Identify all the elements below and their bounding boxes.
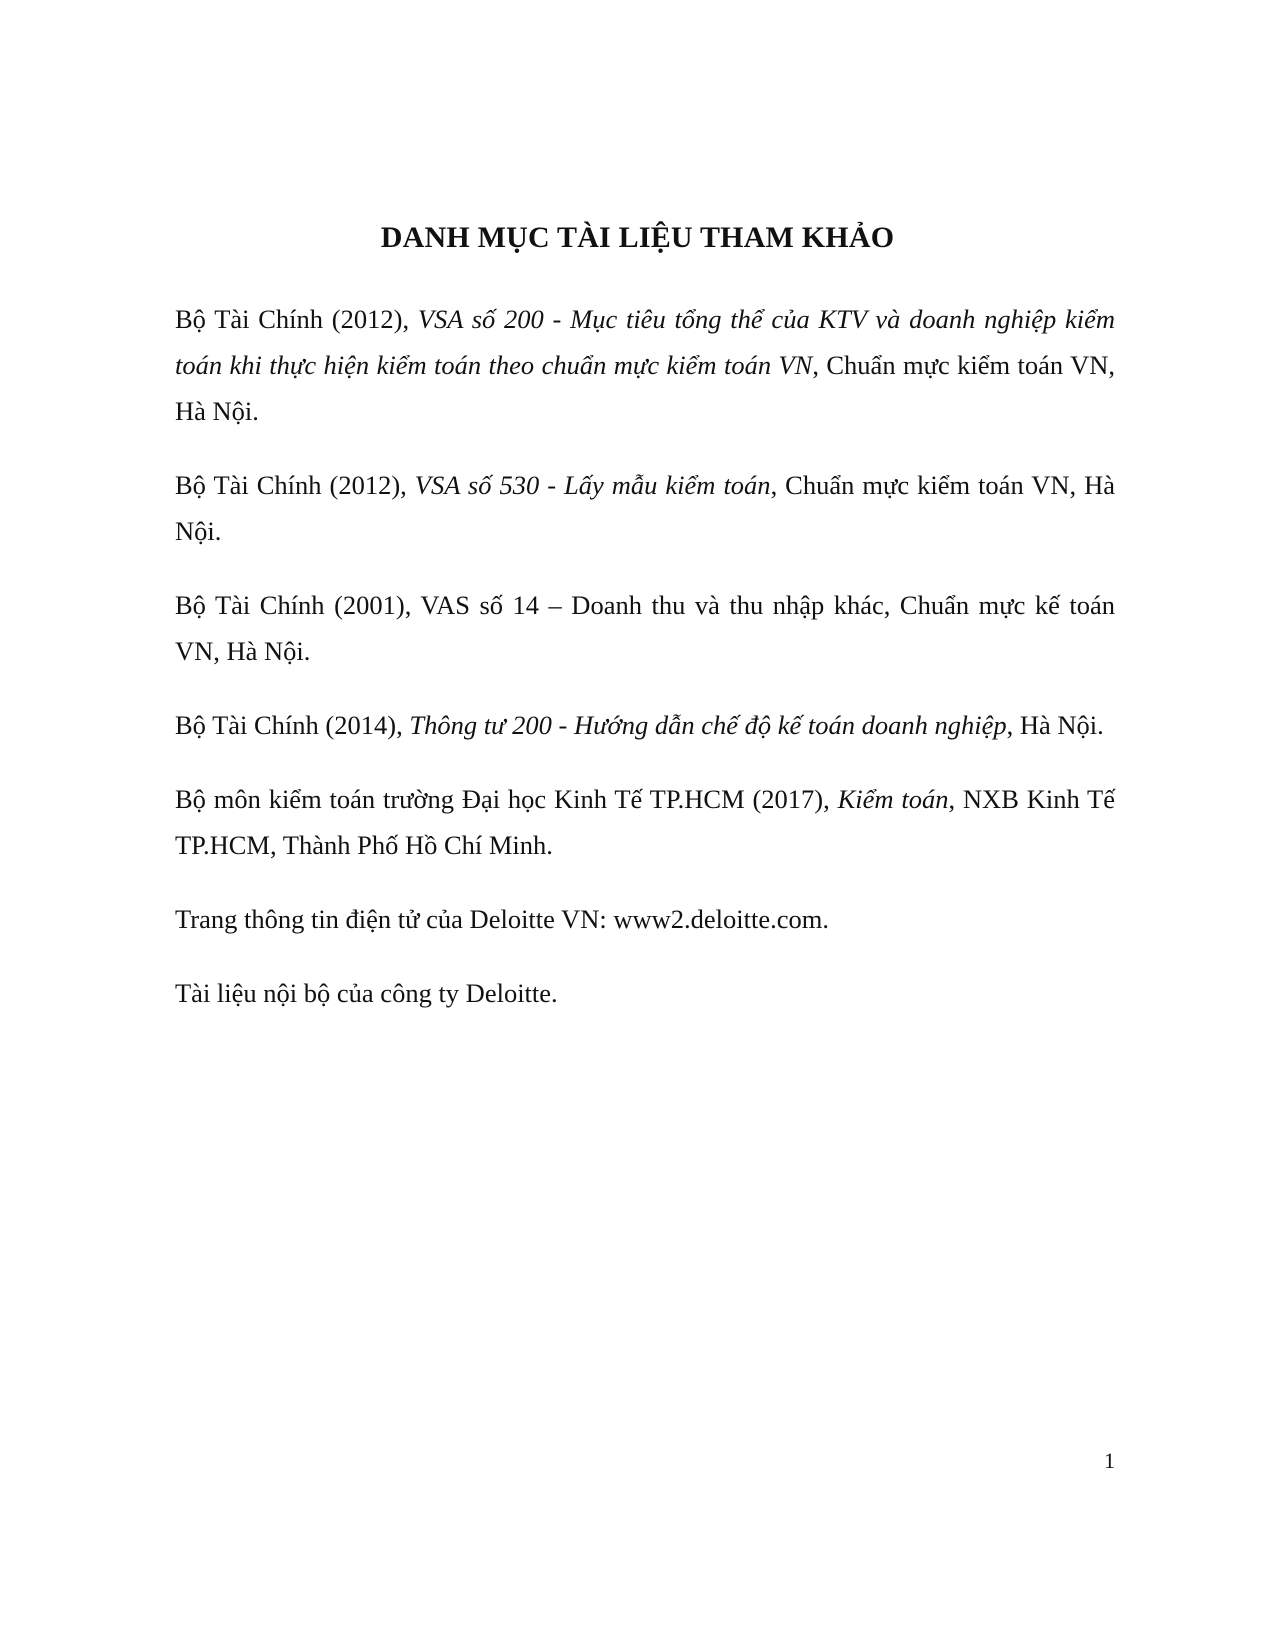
reference-item (175, 776, 1115, 868)
reference-text: Tài liệu nội bộ của công ty Deloitte. (175, 978, 558, 1008)
reference-item (175, 582, 1115, 674)
reference-item (175, 462, 1115, 554)
reference-item (175, 296, 1115, 434)
reference-text: Trang thông tin điện tử của Deloitte VN: www2.deloitte.com. (175, 904, 829, 934)
reference-title: VSA số 530 - Lấy mẫu kiểm toán (414, 470, 771, 500)
page-title: DANH MỤC TÀI LIỆU THAM KHẢO (380, 221, 895, 254)
reference-text: Bộ môn kiểm toán trường Đại học Kinh Tế TP.HCM (2017), (175, 784, 838, 814)
reference-item (175, 970, 1115, 1016)
reference-text: Bộ Tài Chính (2014), (175, 710, 410, 740)
reference-list (175, 296, 1115, 1044)
reference-text: , Chuẩn mực kiểm toán VN, Hà Nội. (175, 470, 1116, 546)
reference-text: , Hà Nội. (1006, 710, 1104, 740)
reference-title: Kiểm toán (837, 784, 949, 814)
reference-item (175, 896, 1115, 942)
reference-text: Bộ Tài Chính (2012), (175, 470, 415, 500)
reference-title: VSA số 200 - Mục tiêu tổng thể của KTV và doanh nghiệp kiểm toán khi thực hiện kiểm toán theo chuẩn mực kiểm toán VN (175, 304, 1115, 380)
reference-text: , Chuẩn mực kiểm toán VN, Hà Nội. (175, 350, 1115, 426)
reference-item (175, 702, 1115, 748)
reference-text: , NXB Kinh Tế TP.HCM, Thành Phố Hồ Chí Minh. (175, 784, 1115, 860)
reference-title: Thông tư 200 - Hướng dẫn chế độ kế toán doanh nghiệp (409, 710, 1007, 740)
reference-text: Bộ Tài Chính (2001), VAS số 14 – Doanh thu và thu nhập khác, Chuẩn mực kế toán VN, Hà Nội. (175, 590, 1115, 666)
page-number: 1 (1104, 1448, 1115, 1473)
reference-text: Bộ Tài Chính (2012), (175, 304, 418, 334)
